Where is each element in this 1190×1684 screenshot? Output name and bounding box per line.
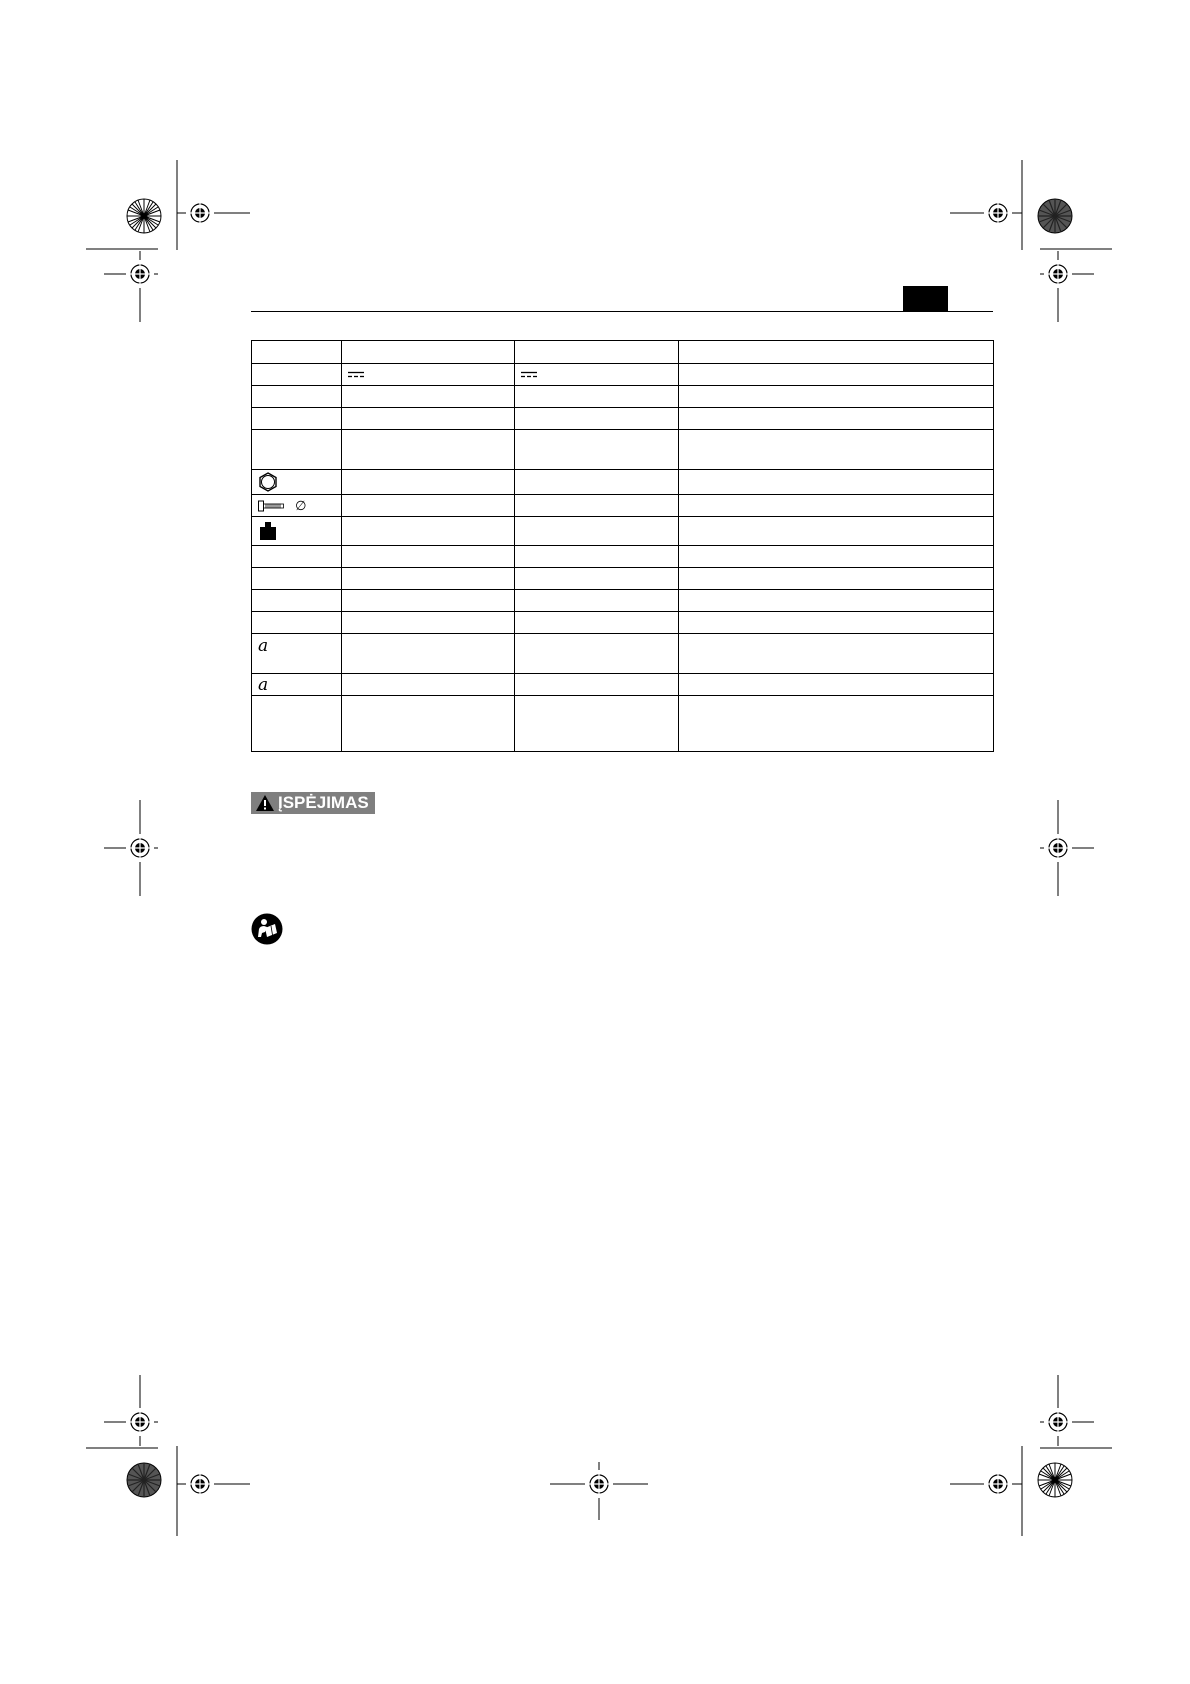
- table-cell: [515, 430, 679, 470]
- table-cell: [342, 612, 515, 634]
- table-row: [252, 674, 994, 696]
- table-cell: [515, 612, 679, 634]
- table-cell: [679, 430, 994, 470]
- table-cell: [342, 696, 515, 752]
- table-cell: [679, 517, 994, 546]
- table-cell: [252, 546, 342, 568]
- table-cell: [515, 517, 679, 546]
- table-cell: [342, 590, 515, 612]
- table-cell: [515, 364, 679, 386]
- table-cell: [342, 495, 515, 517]
- weight-icon: [258, 521, 278, 541]
- table-cell: [515, 341, 679, 364]
- table-cell: [342, 430, 515, 470]
- table-row: [252, 470, 994, 495]
- table-cell: [515, 470, 679, 495]
- table-row: [252, 408, 994, 430]
- table-cell: [342, 634, 515, 674]
- table-cell: [342, 408, 515, 430]
- table-cell: [679, 612, 994, 634]
- table-cell: [679, 674, 994, 696]
- dc-symbol-icon: [348, 371, 364, 378]
- table-cell: [515, 568, 679, 590]
- warning-label: ĮSPĖJIMAS: [278, 793, 369, 812]
- table-cell: [342, 546, 515, 568]
- hex-nut-icon: [258, 472, 278, 492]
- table-cell: [252, 634, 342, 674]
- vibration-a-icon: a: [258, 636, 269, 656]
- table-cell: [515, 696, 679, 752]
- table-cell: [252, 430, 342, 470]
- table-cell: [252, 364, 342, 386]
- table-cell: [252, 341, 342, 364]
- table-row: [252, 430, 994, 470]
- table-row: [252, 517, 994, 546]
- table-row: [252, 495, 994, 517]
- table-cell: [252, 470, 342, 495]
- table-cell: [252, 590, 342, 612]
- table-cell: [515, 386, 679, 408]
- header-rule: [251, 311, 993, 312]
- table-cell: [679, 495, 994, 517]
- table-cell: [679, 634, 994, 674]
- table-cell: [679, 546, 994, 568]
- table-cell: [515, 590, 679, 612]
- language-tab: [903, 286, 948, 311]
- table-cell: [252, 568, 342, 590]
- table-cell: [515, 408, 679, 430]
- dc-symbol-icon: [521, 371, 537, 378]
- table-row: [252, 590, 994, 612]
- table-row: [252, 341, 994, 364]
- table-row: [252, 696, 994, 752]
- warning-triangle-icon: [255, 794, 275, 812]
- table-cell: [342, 364, 515, 386]
- table-row: [252, 364, 994, 386]
- specifications-table: [251, 340, 994, 752]
- table-cell: [679, 590, 994, 612]
- table-cell: [679, 568, 994, 590]
- table-cell: [515, 674, 679, 696]
- table-cell: [515, 634, 679, 674]
- table-row: [252, 612, 994, 634]
- table-cell: [679, 696, 994, 752]
- table-row: [252, 568, 994, 590]
- table-cell: [252, 674, 342, 696]
- table-cell: [515, 546, 679, 568]
- table-cell: [679, 408, 994, 430]
- table-cell: [679, 470, 994, 495]
- table-cell: [252, 495, 342, 517]
- table-cell: [342, 386, 515, 408]
- table-cell: [342, 568, 515, 590]
- table-cell: [342, 341, 515, 364]
- warning-badge: [251, 792, 375, 814]
- table-cell: [342, 517, 515, 546]
- read-manual-icon: [251, 913, 283, 945]
- table-row: [252, 546, 994, 568]
- table-cell: [679, 386, 994, 408]
- table-cell: [252, 612, 342, 634]
- table-cell: [252, 386, 342, 408]
- table-cell: [342, 674, 515, 696]
- table-cell: [515, 495, 679, 517]
- table-cell: [252, 408, 342, 430]
- diameter-symbol: ∅: [295, 497, 307, 513]
- table-cell: [342, 470, 515, 495]
- table-cell: [679, 341, 994, 364]
- table-row: [252, 634, 994, 674]
- screw-icon: [258, 500, 286, 512]
- vibration-a-icon: a: [258, 674, 269, 695]
- table-row: [252, 386, 994, 408]
- table-cell: [252, 517, 342, 546]
- table-cell: [252, 696, 342, 752]
- table-cell: [679, 364, 994, 386]
